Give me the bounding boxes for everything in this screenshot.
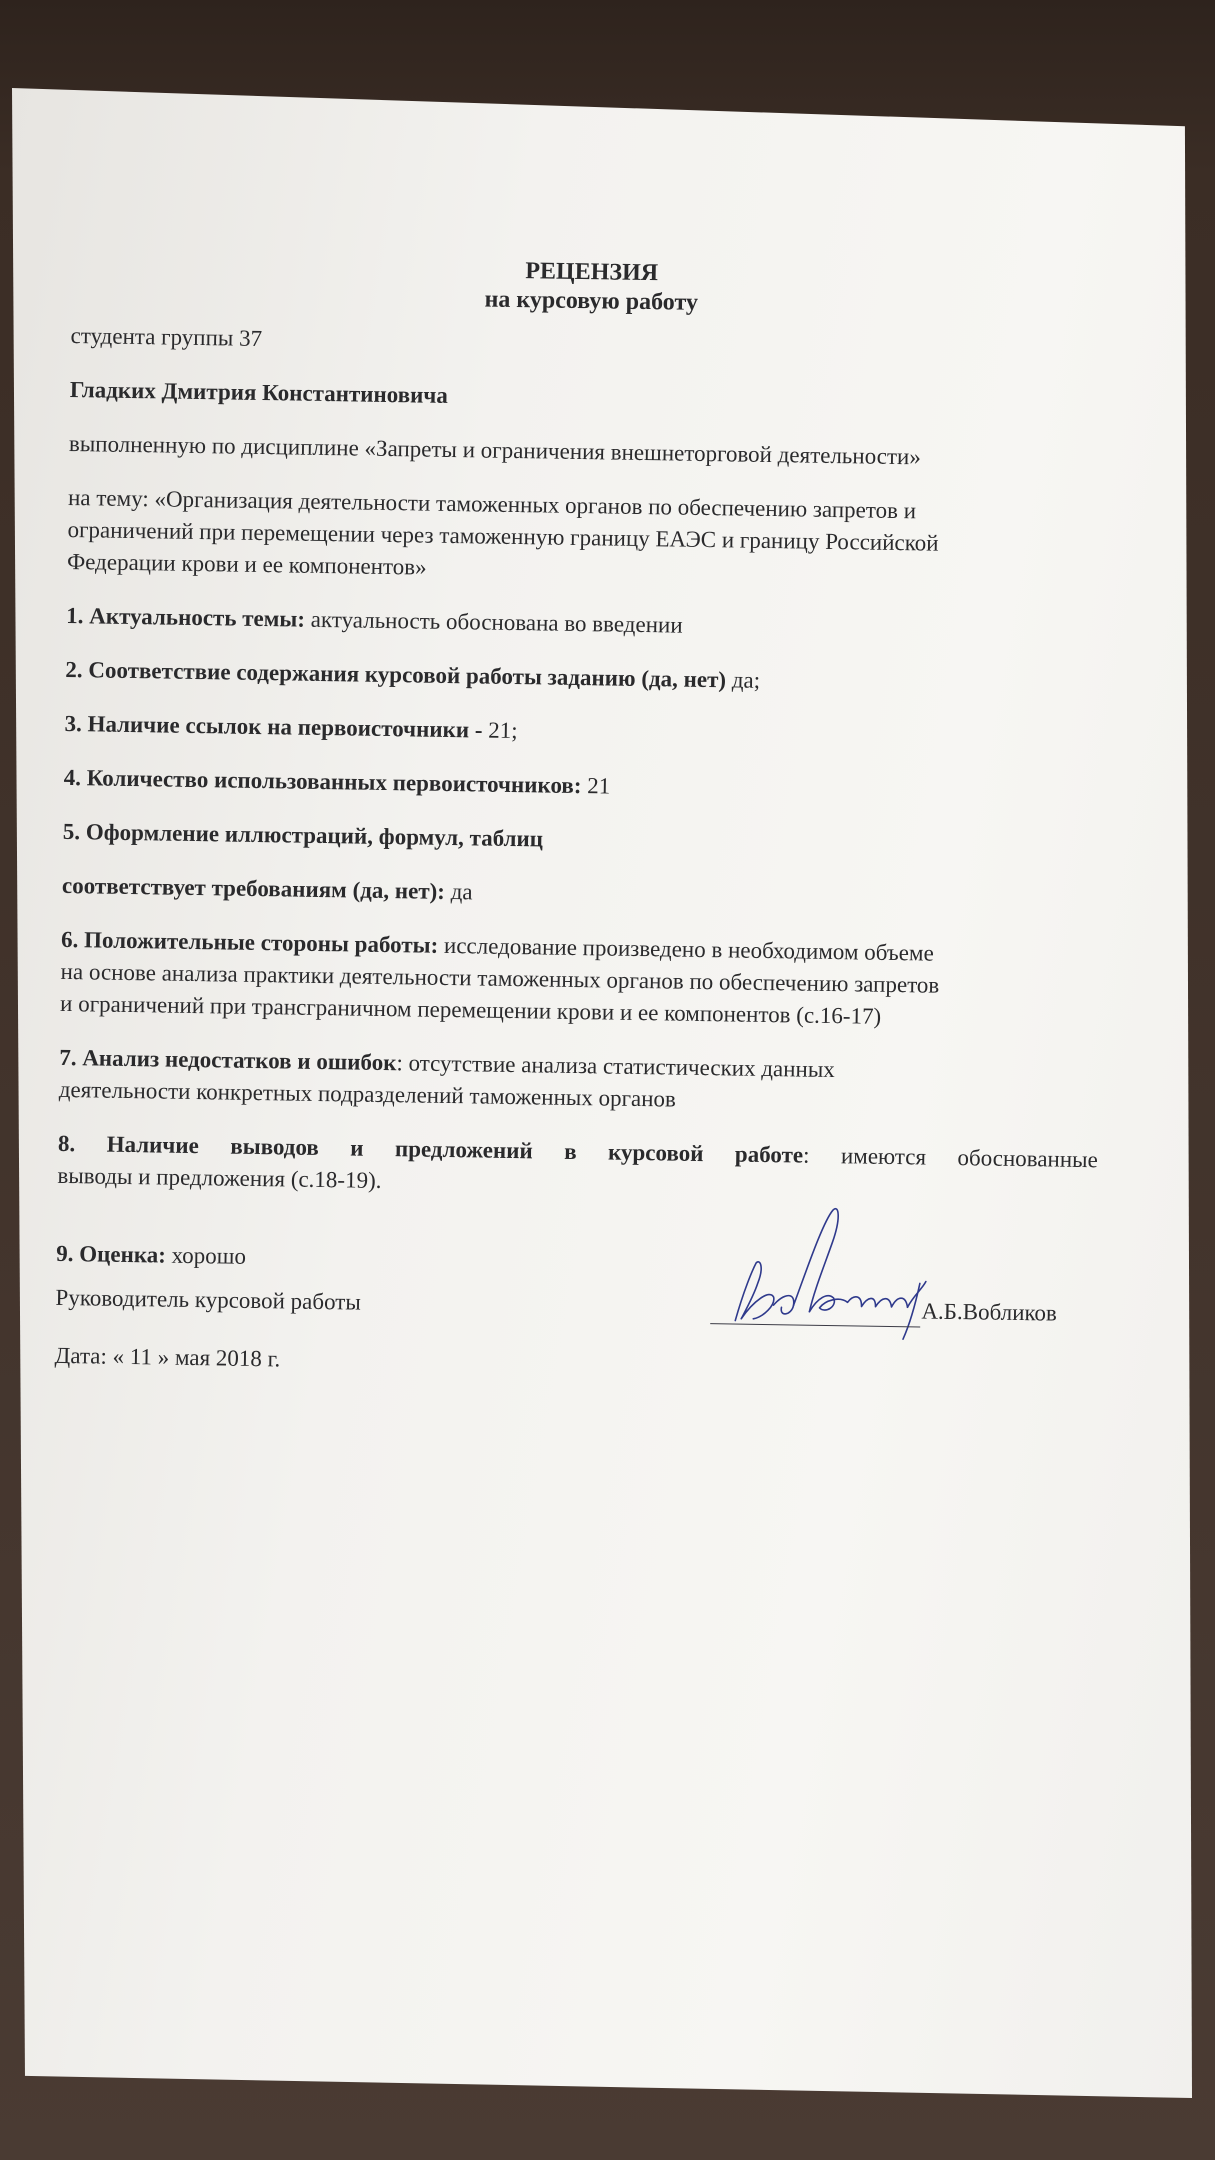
- item-weaknesses-line-1: : отсутствие анализа статистических данных: [396, 1050, 835, 1083]
- item-strengths-line-2: на основе анализа практики деятельности таможенных органов по обеспечению запретов: [60, 958, 940, 998]
- topic-line-2: ограничений при перемещении через таможенную границу ЕАЭС и границу Российской: [67, 516, 939, 556]
- item-strengths-line-3: и ограничений при трансграничном перемещении крови и ее компонентов (с.16-17): [59, 990, 882, 1029]
- item-formatting-label-2: соответствует требованиям (да, нет):: [61, 872, 446, 904]
- item-relevance-value: актуальность обоснована во введении: [304, 606, 683, 638]
- review-document: [54, 250, 1111, 1388]
- item-references-value: 21;: [482, 717, 518, 744]
- document-title: РЕЦЕНЗИЯ: [525, 258, 659, 287]
- supervisor-name: А.Б.Вобликов: [921, 1298, 1058, 1326]
- item-task-match-label: 2. Соответствие содержания курсовой работы заданию (да, нет): [65, 656, 727, 693]
- supervisor-label: Руководитель курсовой работы: [55, 1284, 361, 1315]
- discipline-line: выполненную по дисциплине «Запреты и ограничения внешнеторговой деятельности»: [68, 430, 922, 470]
- item-grade-label: 9. Оценка:: [56, 1240, 167, 1268]
- review-date: Дата: « 11 » мая 2018 г.: [54, 1342, 281, 1372]
- item-strengths-line-1: исследование произведено в необходимом объеме: [438, 932, 934, 966]
- student-name: Гладких Дмитрия Константиновича: [69, 376, 449, 408]
- item-formatting-label: 5. Оформление иллюстраций, формул, таблиц: [62, 818, 544, 852]
- item-sources-count-label: 4. Количество использованных первоисточников:: [63, 764, 582, 799]
- topic-line-1: на тему: «Организация деятельности таможенных органов по обеспечению запретов и: [67, 484, 917, 524]
- item-task-match-value: да;: [725, 667, 761, 693]
- item-conclusions-label: 8. Наличие выводов и предложений в курсовой работе: [57, 1130, 804, 1168]
- item-relevance-label: 1. Актуальность темы:: [66, 602, 306, 632]
- student-group: студента группы 37: [70, 322, 263, 351]
- item-weaknesses-line-2: деятельности конкретных подразделений таможенных органов: [58, 1076, 677, 1112]
- item-sources-count-value: 21: [581, 773, 611, 799]
- item-conclusions-line-2: выводы и предложения (с.18-19).: [57, 1162, 382, 1193]
- topic-line-3: Федерации крови и ее компонентов»: [66, 548, 427, 580]
- item-weaknesses-label: 7. Анализ недостатков и ошибок: [59, 1044, 397, 1076]
- item-conclusions-line-1: : имеются обоснованные: [802, 1142, 1099, 1173]
- item-strengths: [60, 924, 1101, 1036]
- item-references-label: 3. Наличие ссылок на первоисточники -: [64, 710, 483, 743]
- item-grade-value: хорошо: [165, 1242, 247, 1269]
- item-strengths-label: 6. Положительные стороны работы:: [60, 926, 439, 958]
- item-formatting-value: да: [444, 878, 473, 905]
- handwritten-signature: [713, 1200, 945, 1344]
- topic-block: [67, 482, 1108, 594]
- document-subtitle: на курсовую работу: [484, 286, 699, 316]
